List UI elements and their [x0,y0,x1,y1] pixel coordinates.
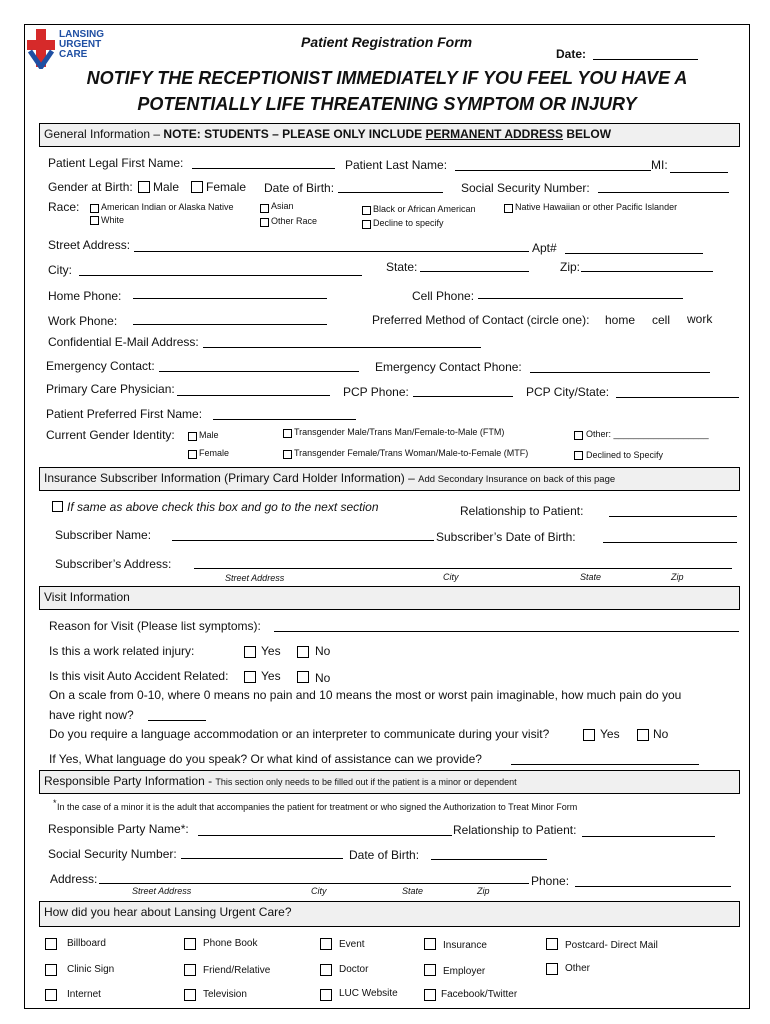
responsible-address-label: Address: [50,872,98,886]
subscriber-dob-label: Subscriber’s Date of Birth: [436,530,576,544]
email-label: Confidential E-Mail Address: [48,335,199,349]
race-white-checkbox[interactable] [90,216,99,225]
home-phone-label: Home Phone: [48,289,122,303]
race-asian-checkbox[interactable] [260,204,269,213]
responsible-heading: Responsible Party Information - [44,774,216,788]
gi-ftm-label: Transgender Male/Trans Man/Female-to-Male (FTM) [294,427,505,437]
accommodation-no-checkbox[interactable] [637,729,649,741]
gi-mtf-checkbox[interactable] [283,450,292,459]
pcp-phone-field[interactable] [413,396,513,397]
subscriber-address-field[interactable] [194,568,732,569]
pcp-city-label: PCP City/State: [526,385,610,399]
gi-female-label: Female [199,448,230,458]
work-injury-no-label: No [315,644,331,658]
referral-employer-label: Employer [443,966,486,977]
referral-billboard-label: Billboard [67,938,106,949]
responsible-dob-label: Date of Birth: [349,848,420,862]
referral-television-checkbox[interactable] [184,989,196,1001]
auto-accident-label: Is this visit Auto Accident Related: [49,669,229,683]
responsible-relationship-field[interactable] [582,836,715,837]
referral-luc-website-checkbox[interactable] [320,989,332,1001]
work-phone-field[interactable] [133,324,327,325]
auto-accident-no-label: No [315,671,331,685]
referral-postcard-label: Postcard- Direct Mail [565,940,658,951]
reason-field[interactable] [274,631,739,632]
race-hawaiian-label: Native Hawaiian or other Pacific Islander [515,202,678,212]
first-name-label: Patient Legal First Name: [48,156,184,170]
same-as-above-checkbox[interactable] [52,501,63,512]
preferred-contact-label: Preferred Method of Contact (circle one): [372,313,590,327]
pcp-phone-label: PCP Phone: [343,385,409,399]
race-decline-label: Decline to specify [373,218,444,228]
gender-identity-label: Current Gender Identity: [46,428,175,442]
contact-cell-option[interactable]: cell [652,313,671,327]
emergency-contact-field[interactable] [159,371,359,372]
subscriber-name-label: Subscriber Name: [55,528,152,542]
referral-other-checkbox[interactable] [546,963,558,975]
responsible-address-field[interactable] [99,883,529,884]
subscriber-name-field[interactable] [172,540,434,541]
accommodation-label: Do you require a language accommodation or an interpreter to communicate during your visit? [49,727,550,741]
gender-male-checkbox[interactable] [138,181,150,193]
ssn-field[interactable] [598,192,729,193]
referral-friend-checkbox[interactable] [184,964,196,976]
apt-label: Apt# [532,241,557,255]
resp-street-caption: Street Address [132,886,192,896]
general-heading-prefix: General Information – [44,127,164,141]
referral-friend-label: Friend/Relative [203,965,271,976]
referral-luc-website-label: LUC Website [339,988,398,999]
race-other-checkbox[interactable] [260,218,269,227]
apt-field[interactable] [565,253,703,254]
accommodation-yes-checkbox[interactable] [583,729,595,741]
date-label: Date: [556,47,587,61]
sub-zip-caption: Zip [671,572,684,582]
gender-female-label: Female [206,180,247,194]
resp-city-caption: City [311,886,327,896]
zip-field[interactable] [581,271,713,272]
insurance-header [39,467,740,491]
cell-phone-field[interactable] [478,298,683,299]
contact-home-option[interactable]: home [605,313,636,327]
referral-insurance-checkbox[interactable] [424,938,436,950]
referral-facebook-label: Facebook/Twitter [441,989,518,1000]
gi-mtf-label: Transgender Female/Trans Woman/Male-to-Female (MTF) [294,448,529,458]
emergency-phone-label: Emergency Contact Phone: [375,360,522,374]
referral-event-checkbox[interactable] [320,938,332,950]
same-as-above-label: If same as above check this box and go to the next section [67,500,379,514]
cell-phone-label: Cell Phone: [412,289,475,303]
responsible-footnote: In the case of a minor it is the adult that accompanies the patient for treatment or who signed the Authorization to Treat Minor Form [57,802,578,812]
notice-line-2: POTENTIALLY LIFE THREATENING SYMPTOM OR INJURY [137,94,637,114]
cross-logo-icon [27,29,55,69]
pcp-city-field[interactable] [616,397,739,398]
referral-postcard-checkbox[interactable] [546,938,558,950]
insurance-heading-small: Add Secondary Insurance on back of this page [418,474,616,485]
gi-other-label: Other: ___________________ [586,429,709,439]
emergency-contact-label: Emergency Contact: [46,359,155,373]
general-heading-underlined: PERMANENT ADDRESS [425,127,564,141]
referral-heading: How did you hear about Lansing Urgent Care? [44,905,292,919]
responsible-footnote-star: * [53,798,57,808]
dob-field[interactable] [338,192,443,193]
accommodation-no-label: No [653,727,669,741]
pain-scale-line-1: On a scale from 0-10, where 0 means no pain and 10 means the most or worst pain imaginable, how much pain do you [49,688,682,702]
referral-television-label: Television [203,989,247,1000]
responsible-party-header [39,770,740,794]
responsible-name-field[interactable] [198,835,452,836]
accommodation-yes-label: Yes [600,727,620,741]
referral-insurance-label: Insurance [443,940,487,951]
race-american-indian-label: American Indian or Alaska Native [101,202,234,212]
referral-phone-book-checkbox[interactable] [184,938,196,950]
gi-male-checkbox[interactable] [188,432,197,441]
mi-label: MI: [651,158,668,172]
race-other-label: Other Race [271,216,318,226]
first-name-field[interactable] [192,168,335,169]
pcp-label: Primary Care Physician: [46,382,175,396]
work-injury-yes-checkbox[interactable] [244,646,256,658]
sub-city-caption: City [443,572,459,582]
preferred-name-label: Patient Preferred First Name: [46,407,203,421]
form-title: Patient Registration Form [301,34,473,50]
referral-doctor-checkbox[interactable] [320,964,332,976]
responsible-phone-label: Phone: [531,874,570,888]
responsible-ssn-field[interactable] [181,858,343,859]
pcp-field[interactable] [177,395,330,396]
work-injury-no-checkbox[interactable] [297,646,309,658]
race-decline-checkbox[interactable] [362,220,371,229]
street-field[interactable] [134,251,529,252]
referral-internet-checkbox[interactable] [45,989,57,1001]
referral-phone-book-label: Phone Book [203,938,258,949]
home-phone-field[interactable] [133,298,327,299]
zip-label: Zip: [560,260,581,274]
logo-line-3: CARE [59,49,88,60]
gi-other-checkbox[interactable] [574,431,583,440]
work-phone-label: Work Phone: [48,314,118,328]
reason-label: Reason for Visit (Please list symptoms): [49,619,261,633]
gender-birth-label: Gender at Birth: [48,180,133,194]
visit-heading: Visit Information [44,590,130,604]
gi-male-label: Male [199,430,219,440]
registration-form [24,24,750,1009]
resp-zip-caption: Zip [477,886,490,896]
auto-accident-no-checkbox[interactable] [297,671,309,683]
general-heading-suffix: BELOW [563,127,612,141]
race-american-indian-checkbox[interactable] [90,204,99,213]
logo-line-1: LANSING [59,29,104,40]
race-black-label: Black or African American [373,204,476,214]
responsible-ssn-label: Social Security Number: [48,847,177,861]
emergency-phone-field[interactable] [530,372,710,373]
referral-clinic-sign-label: Clinic Sign [67,964,115,975]
gender-female-checkbox[interactable] [191,181,203,193]
referral-header [39,901,740,927]
responsible-heading-small: This section only needs to be filled out if the patient is a minor or dependent [215,777,517,787]
responsible-name-label: Responsible Party Name*: [48,822,189,836]
responsible-relationship-label: Relationship to Patient: [453,823,577,837]
referral-internet-label: Internet [67,989,101,1000]
work-injury-yes-label: Yes [261,644,281,658]
language-field[interactable] [511,764,699,765]
preferred-name-field[interactable] [213,419,356,420]
logo-line-2: URGENT [59,39,102,50]
visit-information-header [39,586,740,610]
contact-work-option[interactable]: work [687,312,713,326]
city-field[interactable] [79,275,362,276]
ssn-label: Social Security Number: [461,181,590,195]
state-label: State: [386,260,418,274]
email-field[interactable] [203,347,481,348]
sub-street-caption: Street Address [225,573,285,583]
date-field[interactable] [593,59,698,60]
general-heading-note: NOTE: STUDENTS – PLEASE ONLY INCLUDE [163,127,426,141]
language-label: If Yes, What language do you speak? Or what kind of assistance can we provide? [49,752,482,766]
lansing-urgent-care-logo [27,29,117,71]
pain-scale-line-2: have right now? [49,708,134,722]
last-name-label: Patient Last Name: [345,158,448,172]
referral-billboard-checkbox[interactable] [45,938,57,950]
relationship-label: Relationship to Patient: [460,504,584,518]
race-hawaiian-checkbox[interactable] [504,204,513,213]
referral-doctor-label: Doctor [339,964,369,975]
referral-employer-checkbox[interactable] [424,964,436,976]
notice-line-1: NOTIFY THE RECEPTIONIST IMMEDIATELY IF YOU FEEL YOU HAVE A [86,68,688,88]
gi-female-checkbox[interactable] [188,450,197,459]
gi-decline-label: Declined to Specify [586,450,664,460]
gi-decline-checkbox[interactable] [574,451,583,460]
sub-state-caption: State [580,572,602,582]
subscriber-address-label: Subscriber’s Address: [55,557,172,571]
subscriber-dob-field[interactable] [603,542,737,543]
relationship-field[interactable] [609,516,737,517]
referral-facebook-checkbox[interactable] [424,989,436,1001]
dob-label: Date of Birth: [264,181,335,195]
last-name-field[interactable] [455,170,651,171]
responsible-phone-field[interactable] [575,886,731,887]
referral-event-label: Event [339,939,365,950]
auto-accident-yes-label: Yes [261,669,281,683]
work-injury-label: Is this a work related injury: [49,644,195,658]
pain-scale-field[interactable] [148,720,206,721]
state-field[interactable] [420,271,529,272]
city-label: City: [48,263,72,277]
auto-accident-yes-checkbox[interactable] [244,671,256,683]
responsible-dob-field[interactable] [431,859,547,860]
race-label: Race: [48,200,80,214]
race-black-checkbox[interactable] [362,206,371,215]
gender-male-label: Male [153,180,180,194]
mi-field[interactable] [670,172,728,173]
general-information-header [39,123,740,147]
race-white-label: White [101,215,125,225]
insurance-heading: Insurance Subscriber Information (Primary Card Holder Information) – [44,471,419,485]
street-label: Street Address: [48,238,131,252]
race-asian-label: Asian [271,201,294,211]
referral-clinic-sign-checkbox[interactable] [45,964,57,976]
gi-ftm-checkbox[interactable] [283,429,292,438]
resp-state-caption: State [402,886,424,896]
referral-other-label: Other [565,963,591,974]
